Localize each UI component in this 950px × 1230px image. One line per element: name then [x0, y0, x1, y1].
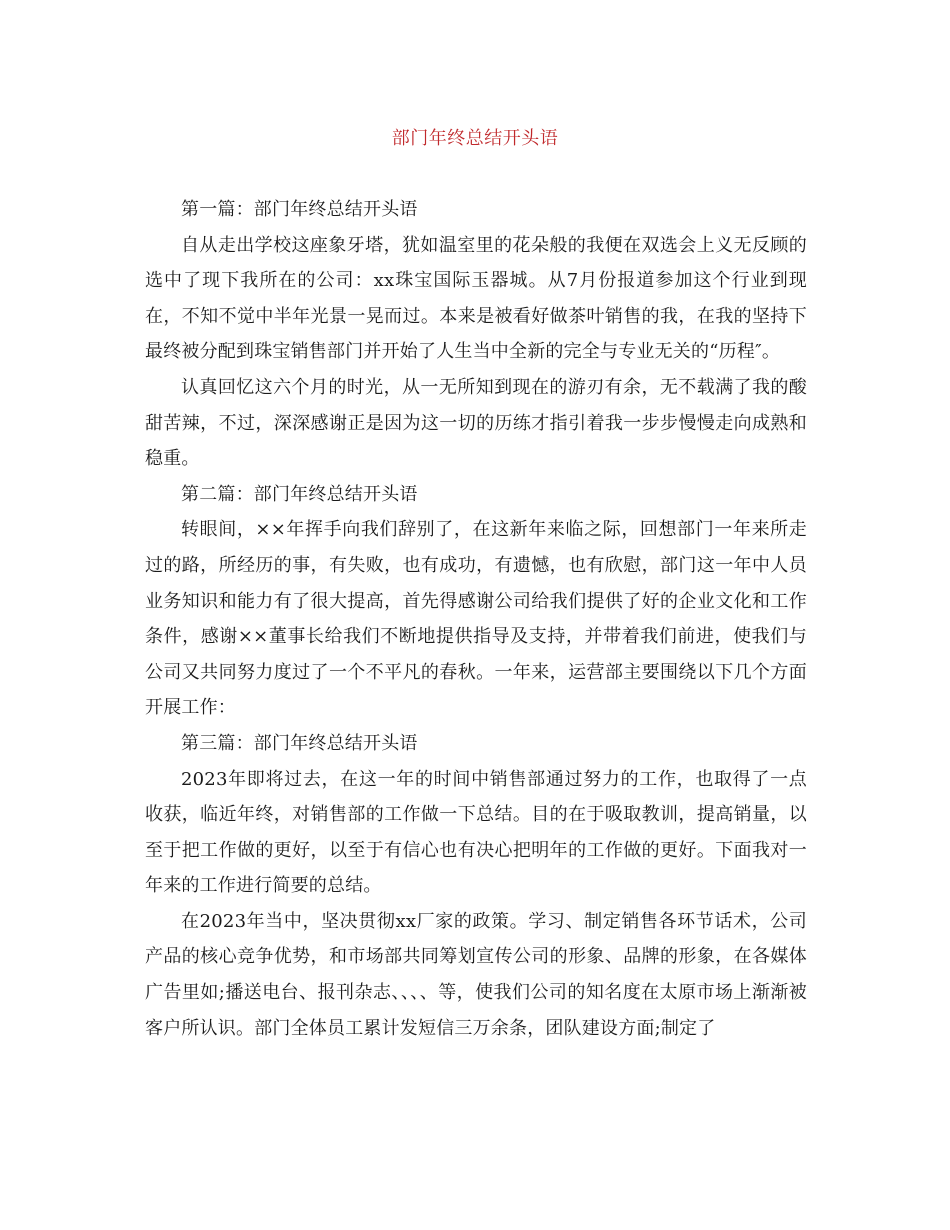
paragraph: 认真回忆这六个月的时光，从一无所知到现在的游刃有余，无不载满了我的酸甜苦辣，不过，深深感谢正是因为这一切的历练才指引着我一步步慢慢走向成熟和稳重。 — [145, 376, 807, 470]
paragraph: 在2023年当中，坚决贯彻xx厂家的政策。学习、制定销售各环节话术，公司产品的核心竞争优势，和市场部共同筹划宣传公司的形象、品牌的形象，在各媒体广告里如;播送电台、报刊杂志、、、、等，使我们公司的知名度在太原市场上渐渐被客户所认识。部门全体员工累计发短信三万余条，团队建设方面;制定了 — [145, 910, 807, 1039]
paragraph: 2023年即将过去，在这一年的时间中销售部通过努力的工作，也取得了一点收获，临近年终，对销售部的工作做一下总结。目的在于吸取教训，提高销量，以至于把工作做的更好，以至于有信心也有决心把明年的工作做的更好。下面我对一年来的工作进行简要的总结。 — [145, 768, 807, 897]
document-body — [145, 192, 807, 1046]
section-heading-3: 第三篇：部门年终总结开头语 — [181, 732, 418, 754]
paragraph: 自从走出学校这座象牙塔，犹如温室里的花朵般的我便在双选会上义无反顾的选中了现下我所在的公司：xx珠宝国际玉器城。从7月份报道参加这个行业到现在，不知不觉中半年光景一晃而过。本来是被看好做茶叶销售的我，在我的坚持下最终被分配到珠宝销售部门并开始了人生当中全新的完全与专业无关的“历程″。 — [145, 234, 807, 363]
document-title: 部门年终总结开头语 — [391, 128, 559, 149]
section-heading-2: 第二篇：部门年终总结开头语 — [181, 483, 418, 505]
paragraph: 转眼间，××年挥手向我们辞别了，在这新年来临之际，回想部门一年来所走过的路，所经历的事，有失败，也有成功，有遗憾，也有欣慰，部门这一年中人员业务知识和能力有了很大提高，首先得感谢公司给我们提供了好的企业文化和工作条件，感谢××董事长给我们不断地提供指导及支持，并带着我们前进，使我们与公司又共同努力度过了一个不平凡的春秋。一年来，运营部主要围绕以下几个方面开展工作： — [145, 519, 807, 719]
section-heading-1: 第一篇：部门年终总结开头语 — [181, 199, 418, 220]
